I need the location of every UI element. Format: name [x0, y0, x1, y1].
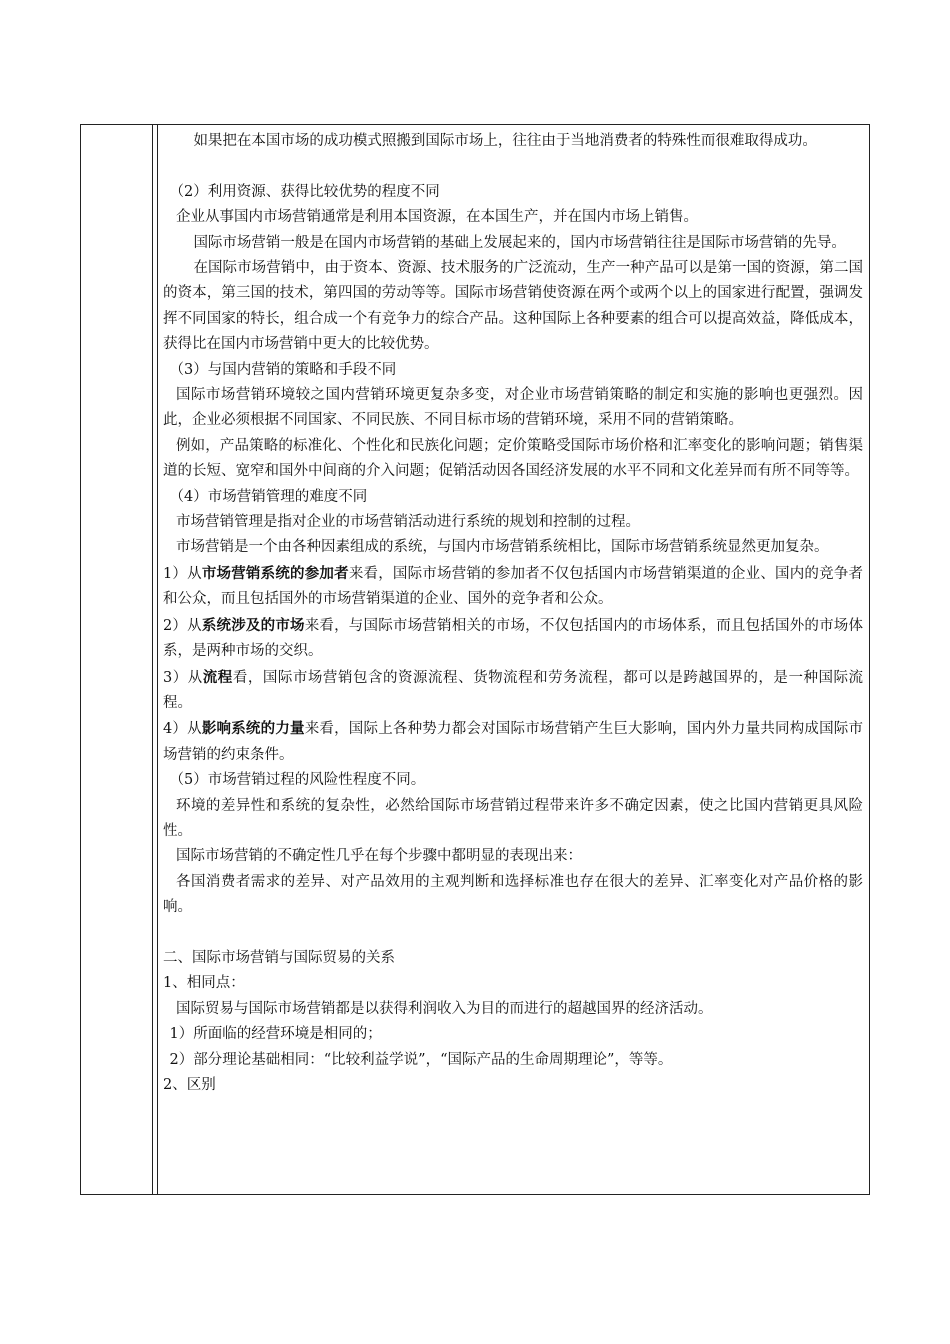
paragraph: 国际贸易与国际市场营销都是以获得利润收入为目的而进行的超越国界的经济活动。	[176, 1000, 713, 1017]
paragraph: 各国消费者需求的差异、对产品效用的主观判断和选择标准也存在很大的差异、汇率变化对产品价格的影响。	[163, 873, 863, 916]
paragraph: 如果把在本国市场的成功模式照搬到国际市场上，往往由于当地消费者的特殊性而很难取得成功。	[193, 133, 817, 149]
heading-4: （4）市场营销管理的难度不同	[169, 488, 368, 505]
list-item: 3）从流程看，国际市场营销包含的资源流程、货物流程和劳务流程，都可以是跨越国界的，是一种国际流程。	[163, 668, 864, 711]
heading-2: （2）利用资源、获得比较优势的程度不同	[169, 183, 440, 200]
subheading: 1、相同点：	[163, 975, 245, 992]
list-item: 1）所面临的经营环境是相同的；	[169, 1026, 382, 1043]
paragraph: 在国际市场营销中，由于资本、资源、技术服务的广泛流动，生产一种产品可以是第一国的资源，第二国的资本，第三国的技术，第四国的劳动等等。国际市场营销使资源在两个或两个以上的国家进行配置，强调发挥不同国家的特长，组合成一个有竞争力的综合产品。这种国际上各种要素的组合可以提高效益，降低成本，获得比在国内市场营销中更大的比较优势。	[163, 260, 863, 353]
paragraph: 国际市场营销的不确定性几乎在每个步骤中都明显的表现出来：	[176, 848, 583, 865]
table-cell-content	[163, 125, 863, 1098]
section-heading: 二、国际市场营销与国际贸易的关系	[163, 949, 395, 966]
table-cell-narrow	[153, 125, 158, 1194]
table-cell-left	[81, 125, 153, 1194]
paragraph: 市场营销是一个由各种因素组成的系统，与国内市场营销系统相比，国际市场营销系统显然更加复杂。	[176, 539, 829, 556]
list-item: 2）部分理论基础相同：“比较利益学说”，“国际产品的生命周期理论”，等等。	[169, 1051, 673, 1068]
list-item: 1）从市场营销系统的参加者来看，国际市场营销的参加者不仅包括国内市场营销渠道的企业、国内的竞争者和公众，而且包括国外的市场营销渠道的企业、国外的竞争者和公众。	[163, 564, 864, 608]
list-item: 2）从系统涉及的市场来看，与国际市场营销相关的市场，不仅包括国内的市场体系，而且包括国外的市场体系，是两种市场的交织。	[163, 616, 864, 660]
paragraph: 企业从事国内市场营销通常是利用本国资源，在本国生产，并在国内市场上销售。	[176, 209, 699, 226]
content-table	[80, 124, 870, 1195]
paragraph: 例如，产品策略的标准化、个性化和民族化问题；定价策略受国际市场价格和汇率变化的影响问题；销售渠道的长短、宽窄和国外中间商的介入问题；促销活动因各国经济发展的水平不同和文化差异而有所不同等等。	[163, 437, 863, 480]
paragraph: 市场营销管理是指对企业的市场营销活动进行系统的规划和控制的过程。	[176, 514, 641, 531]
subheading: 2、区别	[163, 1077, 216, 1093]
heading-5: （5）市场营销过程的风险性程度不同。	[169, 772, 426, 789]
paragraph: 国际市场营销一般是在国内市场营销的基础上发展起来的，国内市场营销往往是国际市场营销的先导。	[193, 234, 846, 251]
paragraph: 环境的差异性和系统的复杂性，必然给国际市场营销过程带来许多不确定因素，使之比国内营销更具风险性。	[163, 797, 863, 839]
list-item: 4）从影响系统的力量来看，国际上各种势力都会对国际市场营销产生巨大影响，国内外力量共同构成国际市场营销的约束条件。	[163, 720, 864, 763]
paragraph: 国际市场营销环境较之国内营销环境更复杂多变，对企业市场营销策略的制定和实施的影响也更强烈。因此，企业必须根据不同国家、不同民族、不同目标市场的营销环境，采用不同的营销策略。	[163, 387, 863, 429]
heading-3: （3）与国内营销的策略和手段不同	[169, 361, 397, 378]
